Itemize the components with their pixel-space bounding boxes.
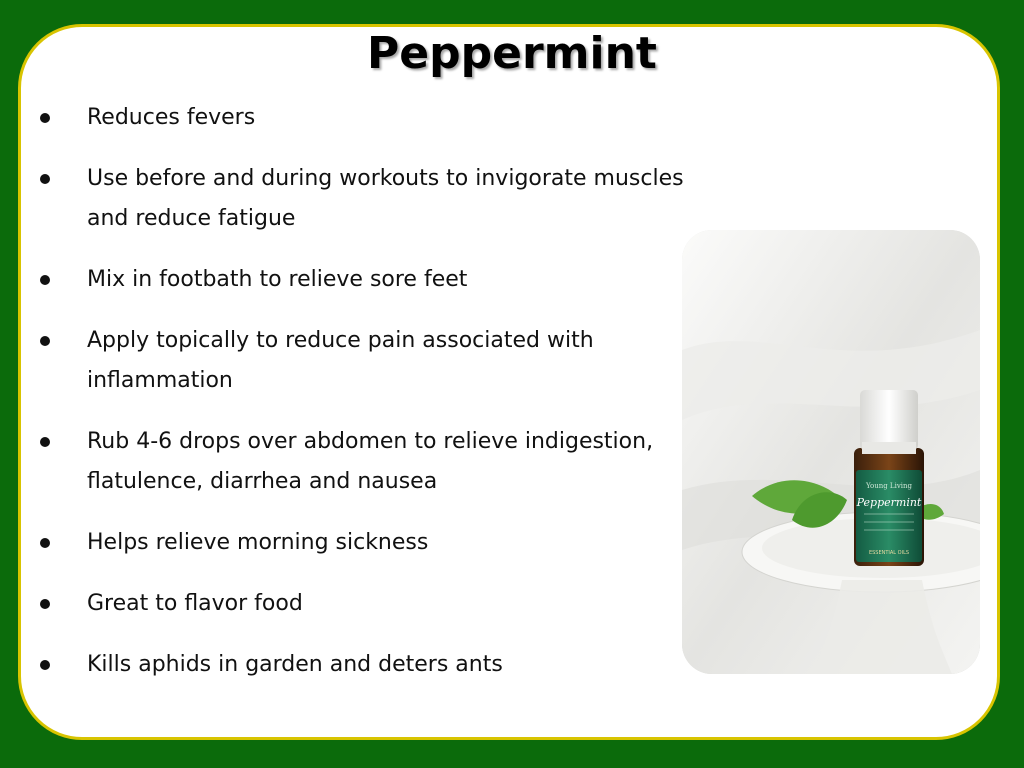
peppermint-oil-photo (682, 230, 980, 674)
bullet-dot (40, 275, 50, 285)
bullet-item (40, 645, 720, 685)
bullet-text: Great to flavor food (87, 591, 303, 616)
bullet-dot (40, 174, 50, 184)
bullet-text: Use before and during workouts to invigorate muscles and reduce fatigue (87, 166, 684, 231)
bullet-item (40, 159, 720, 239)
bottle-footer: ESSENTIAL OILS (868, 550, 910, 556)
slide-title: Peppermint (367, 28, 657, 79)
bullet-dot (40, 336, 50, 346)
bullet-dot (40, 113, 50, 123)
bullet-item (40, 98, 720, 138)
bullet-text: Kills aphids in garden and deters ants (87, 652, 503, 677)
bottle-label: Peppermint (856, 496, 922, 509)
bullet-list (40, 98, 720, 706)
bullet-dot (40, 437, 50, 447)
bullet-dot (40, 599, 50, 609)
photo-illustration (682, 230, 980, 674)
bullet-item (40, 321, 720, 401)
bullet-text: Apply topically to reduce pain associated with inflammation (87, 328, 594, 393)
bullet-item (40, 422, 720, 502)
bullet-item (40, 523, 720, 563)
bullet-text: Helps relieve morning sickness (87, 530, 429, 555)
bottle-brand: Young Living (865, 482, 913, 490)
bullet-text: Rub 4-6 drops over abdomen to relieve indigestion, flatulence, diarrhea and nausea (87, 429, 654, 494)
bullet-item (40, 584, 720, 624)
bullet-item (40, 260, 720, 300)
bullet-text: Mix in footbath to relieve sore feet (87, 267, 468, 292)
bullet-dot (40, 538, 50, 548)
bullet-text: Reduces fevers (87, 105, 256, 130)
bullet-dot (40, 660, 50, 670)
